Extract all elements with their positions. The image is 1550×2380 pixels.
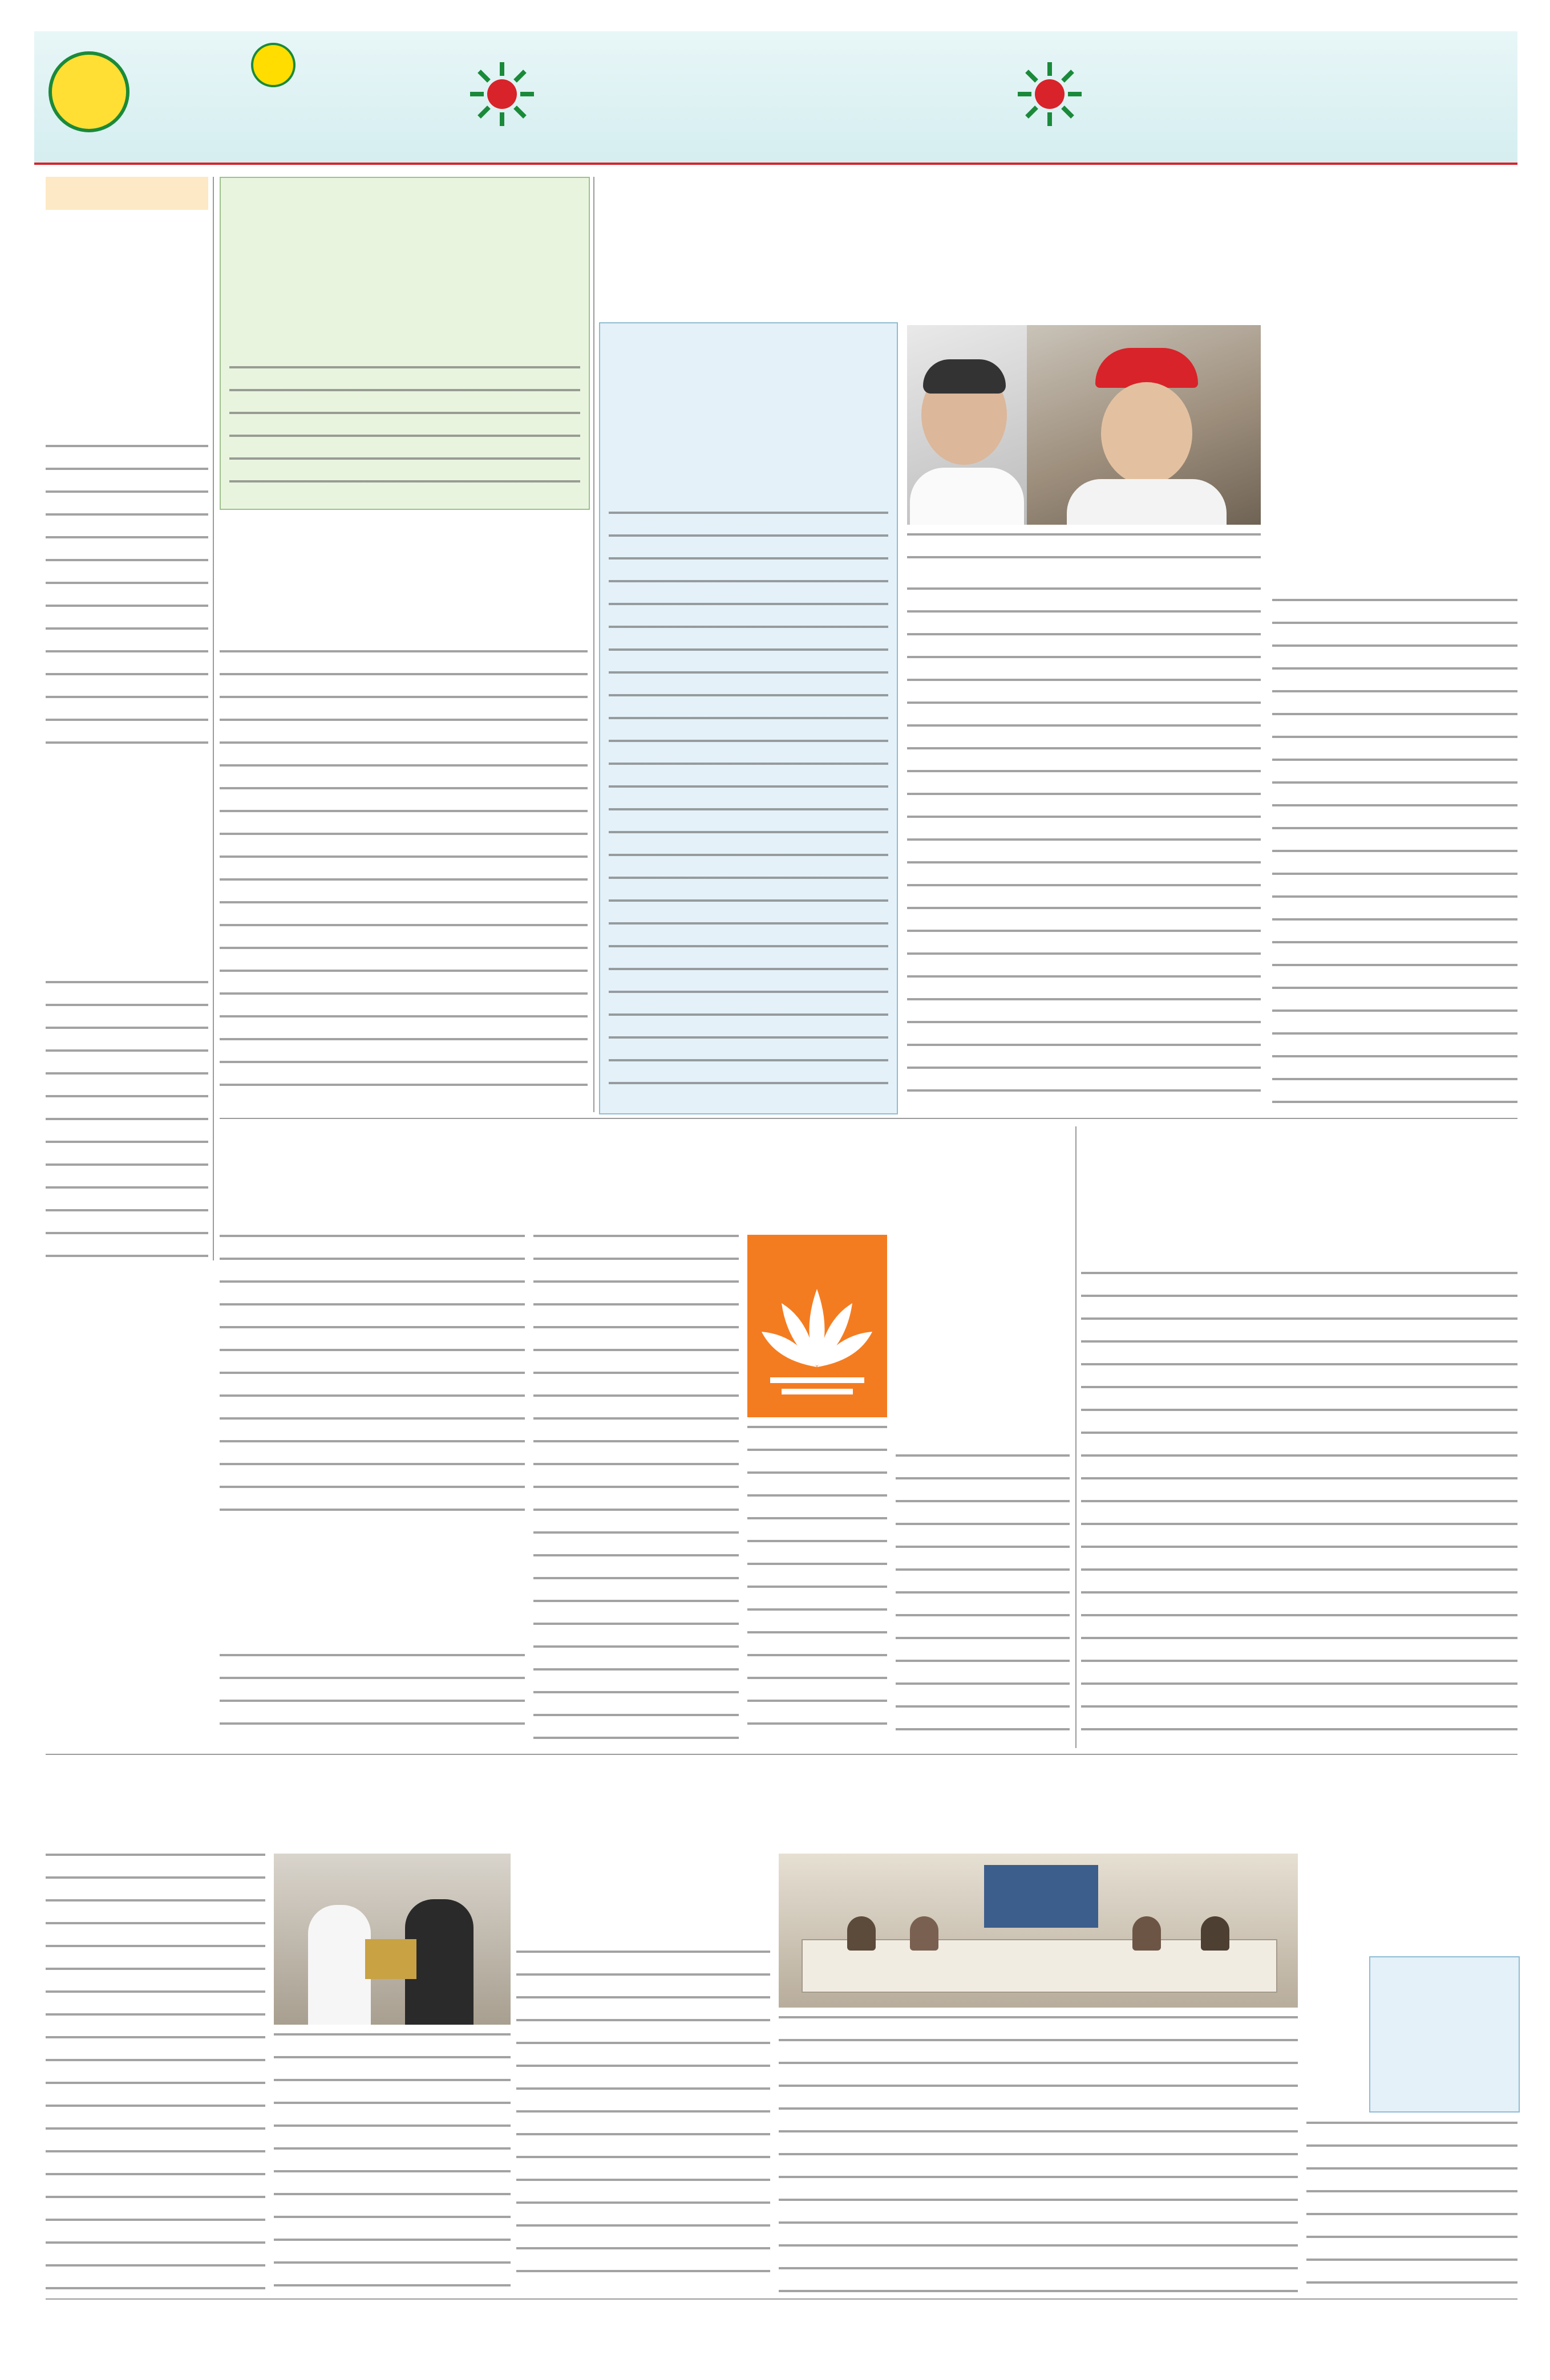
bjp-text-lines-col4 <box>220 1235 525 1531</box>
section-rule <box>220 1118 1517 1119</box>
attendee <box>1132 1916 1161 1951</box>
shirt <box>1067 479 1227 525</box>
bjp-text-lines-col1 <box>896 1454 1070 1745</box>
hair <box>923 359 1006 394</box>
lead-photo-akhilesh <box>1027 325 1261 525</box>
sun-emblem-left <box>468 60 536 128</box>
photo-caption-lines <box>907 533 1261 579</box>
lotus-icon <box>747 1235 887 1417</box>
lead-subheadline <box>599 268 1517 302</box>
bsp-box <box>220 177 590 510</box>
attendee <box>1201 1916 1229 1951</box>
hadith-text-lines <box>516 1951 770 2293</box>
bjp-lotus-logo <box>747 1235 887 1417</box>
sidebar-header <box>46 177 208 210</box>
sp-text-lines <box>609 512 888 1099</box>
column-rule <box>593 177 594 1112</box>
attendee <box>847 1916 876 1951</box>
certificate <box>365 1939 416 1979</box>
karhal-text-lines <box>220 650 588 1106</box>
sidebar-item1-lines <box>46 445 208 764</box>
bsp-text-lines <box>229 366 580 497</box>
person-white-robe <box>308 1905 371 2025</box>
nominations-text-lines <box>1081 1272 1517 1745</box>
hadith-text-lines-col2 <box>46 1854 265 2293</box>
hadith-text-lines-col3 <box>274 2033 511 2293</box>
lead-col2-lines <box>907 587 1261 1106</box>
meeting-photo <box>779 1854 1298 2008</box>
paper-logo <box>143 43 411 151</box>
lead-text-lines <box>1272 599 1517 1112</box>
lead-photo-rahul <box>907 325 1027 525</box>
rld-text-lines <box>220 1654 525 1745</box>
shirt <box>910 468 1024 525</box>
section-rule <box>46 2298 1517 2300</box>
masthead <box>34 31 1517 165</box>
bsp-headline <box>226 183 583 242</box>
logo-badge <box>251 43 296 87</box>
screen <box>984 1865 1098 1928</box>
sidebar-item2-lines <box>46 981 208 1260</box>
face <box>1101 382 1192 485</box>
award-photo <box>274 1854 511 2025</box>
police-box <box>1369 1956 1520 2113</box>
bjp-text-lines-col2 <box>747 1426 887 1745</box>
column-rule <box>1075 1126 1076 1748</box>
attendee <box>910 1916 938 1951</box>
power-text-lines-col2 <box>779 2016 1298 2293</box>
bjp-text-lines-col3 <box>533 1235 739 1745</box>
section-rule <box>46 1754 1517 1755</box>
sp-box <box>599 322 898 1114</box>
power-text-lines <box>1306 2122 1517 2293</box>
sun-emblem-right <box>1015 60 1084 128</box>
column-rule <box>213 177 214 1260</box>
page-number <box>48 51 129 132</box>
